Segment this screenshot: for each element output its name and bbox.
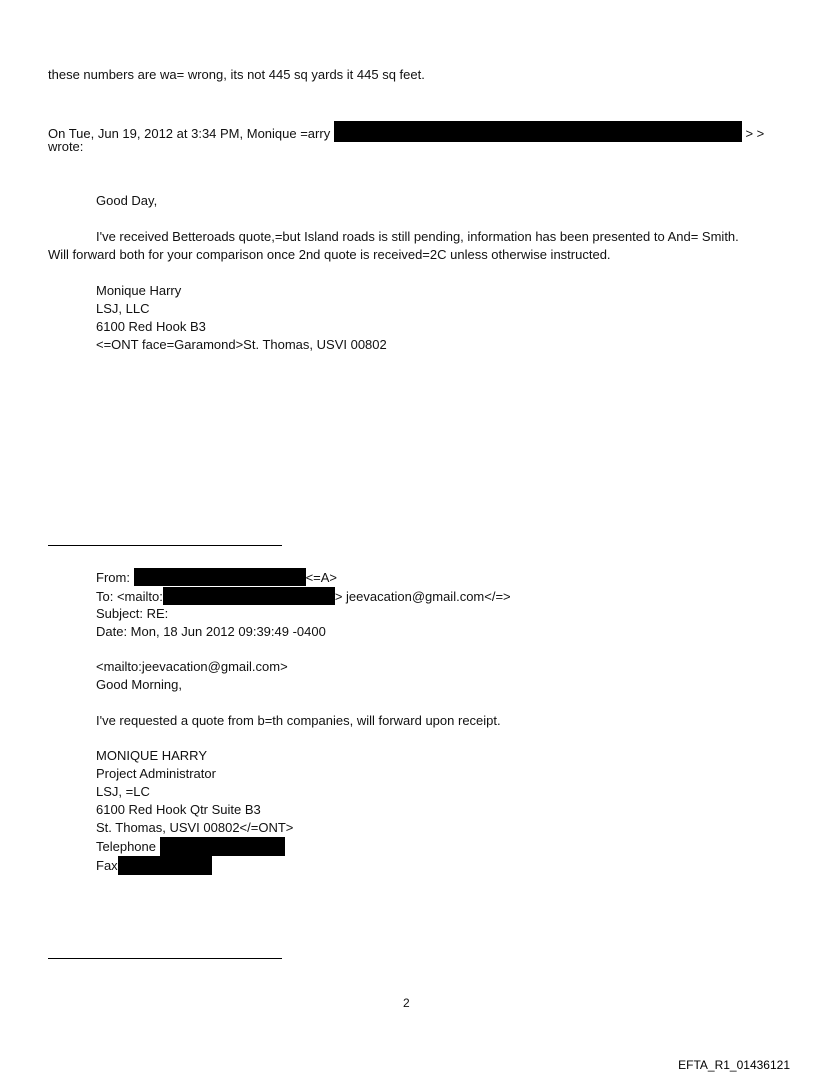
date-line: Date: Mon, 18 Jun 2012 09:39:49 -0400: [96, 624, 326, 639]
separator-rule: [48, 545, 282, 546]
to-line: [96, 587, 511, 606]
quote-header-prefix: On Tue, Jun 19, 2012 at 3:34 PM, Monique =arry: [48, 126, 331, 141]
signature2-title: Project Administrator: [96, 766, 216, 781]
redaction-from: [134, 568, 306, 586]
redaction-telephone: [160, 837, 285, 856]
to-label: To: <mailto:: [96, 589, 163, 604]
body-line-2: Will forward both for your comparison once 2nd quote is received=2C unless otherwise instructed.: [48, 247, 611, 262]
to-suffix: > jeevacation@gmail.com</=>: [334, 589, 511, 604]
redaction-fax: [118, 856, 212, 875]
subject-line: Subject: RE:: [96, 606, 169, 621]
quote2-body: I've requested a quote from b=th companies, will forward upon receipt.: [96, 713, 501, 728]
from-line: [96, 568, 337, 587]
redaction-sender-email: [334, 121, 742, 142]
signature2-name: MONIQUE HARRY: [96, 748, 207, 763]
fax-label: Fax: [96, 858, 118, 873]
signature2-city: St. Thomas, USVI 00802</=ONT>: [96, 820, 294, 835]
body-line-1: I've received Betteroads quote,=but Island roads is still pending, information has been presented to And= Smith.: [96, 229, 739, 244]
greeting-good-morning: Good Morning,: [96, 677, 182, 692]
signature2-address: 6100 Red Hook Qtr Suite B3: [96, 802, 261, 817]
redaction-to: [163, 587, 335, 605]
fax-line: [96, 856, 212, 875]
mailto-link[interactable]: <mailto:jeevacation@gmail.com>: [96, 659, 288, 674]
quote-header: [48, 121, 764, 143]
signature-city: <=ONT face=Garamond>St. Thomas, USVI 00802: [96, 337, 387, 352]
signature2-company: LSJ, =LC: [96, 784, 150, 799]
quote-header-suffix: > >: [745, 126, 765, 141]
separator-rule-2: [48, 958, 282, 959]
from-suffix: <=A>: [305, 570, 338, 585]
greeting-good-day: Good Day,: [96, 193, 158, 208]
signature-address: 6100 Red Hook B3: [96, 319, 206, 334]
telephone-label: Telephone: [96, 839, 156, 854]
signature-company: LSJ, LLC: [96, 301, 150, 316]
telephone-line: [96, 837, 285, 856]
signature-name: Monique Harry: [96, 283, 182, 298]
bates-number: EFTA_R1_01436121: [678, 1058, 790, 1072]
quote-header-wrote: wrote:: [48, 139, 84, 154]
page-number: 2: [403, 996, 410, 1010]
from-label: From:: [96, 570, 130, 585]
reply-text: these numbers are wa= wrong, its not 445 sq yards it 445 sq feet.: [48, 67, 425, 82]
